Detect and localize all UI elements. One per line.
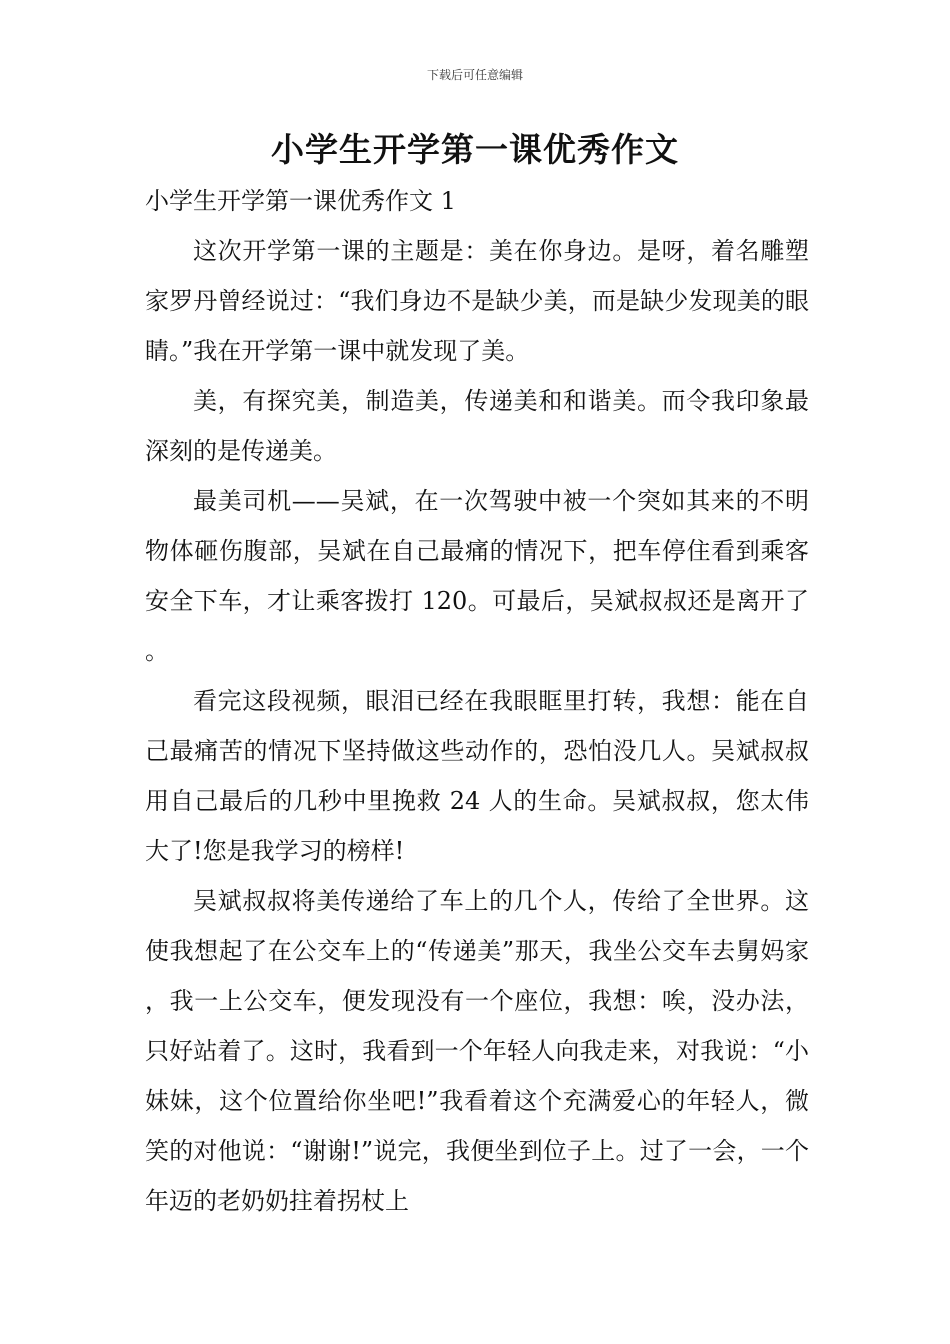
document-body: [145, 176, 809, 1226]
paragraph-1: 这次开学第一课的主题是：美在你身边。是呀，着名雕塑家罗丹曾经说过：“我们身边不是缺少美，而是缺少发现美的眼睛。”我在开学第一课中就发现了美。: [145, 237, 809, 365]
header-note: 下载后可任意编辑: [426, 68, 523, 82]
paragraph-5: 吴斌叔叔将美传递给了车上的几个人，传给了全世界。这使我想起了在公交车上的“传递美”那天，我坐公交车去舅妈家，我一上公交车，便发现没有一个座位，我想：唉，没办法，只好站着了。这时，我看到一个年轻人向我走来，对我说：“小妹妹，这个位置给你坐吧!”我看着这个充满爱心的年轻人，微笑的对他说：“谢谢!”说完，我便坐到位子上。过了一会，一个年迈的老奶奶拄着拐杖上: [145, 887, 809, 1215]
paragraph-4: 看完这段视频，眼泪已经在我眼眶里打转，我想：能在自己最痛苦的情况下坚持做这些动作的，恐怕没几人。吴斌叔叔用自己最后的几秒中里挽救 24 人的生命。吴斌叔叔，您太伟大了!您是我学习的榜样!: [145, 687, 809, 865]
essay-subtitle: 小学生开学第一课优秀作文 1: [145, 187, 456, 215]
paragraph-3: 最美司机——吴斌，在一次驾驶中被一个突如其来的不明物体砸伤腹部，吴斌在自己最痛的情况下，把车停住看到乘客安全下车，才让乘客拨打 120。可最后，吴斌叔叔还是离开了。: [145, 487, 809, 665]
paragraph-2: 美，有探究美，制造美，传递美和和谐美。而令我印象最深刻的是传递美。: [145, 387, 809, 465]
document-title: 小学生开学第一课优秀作文: [271, 130, 679, 169]
